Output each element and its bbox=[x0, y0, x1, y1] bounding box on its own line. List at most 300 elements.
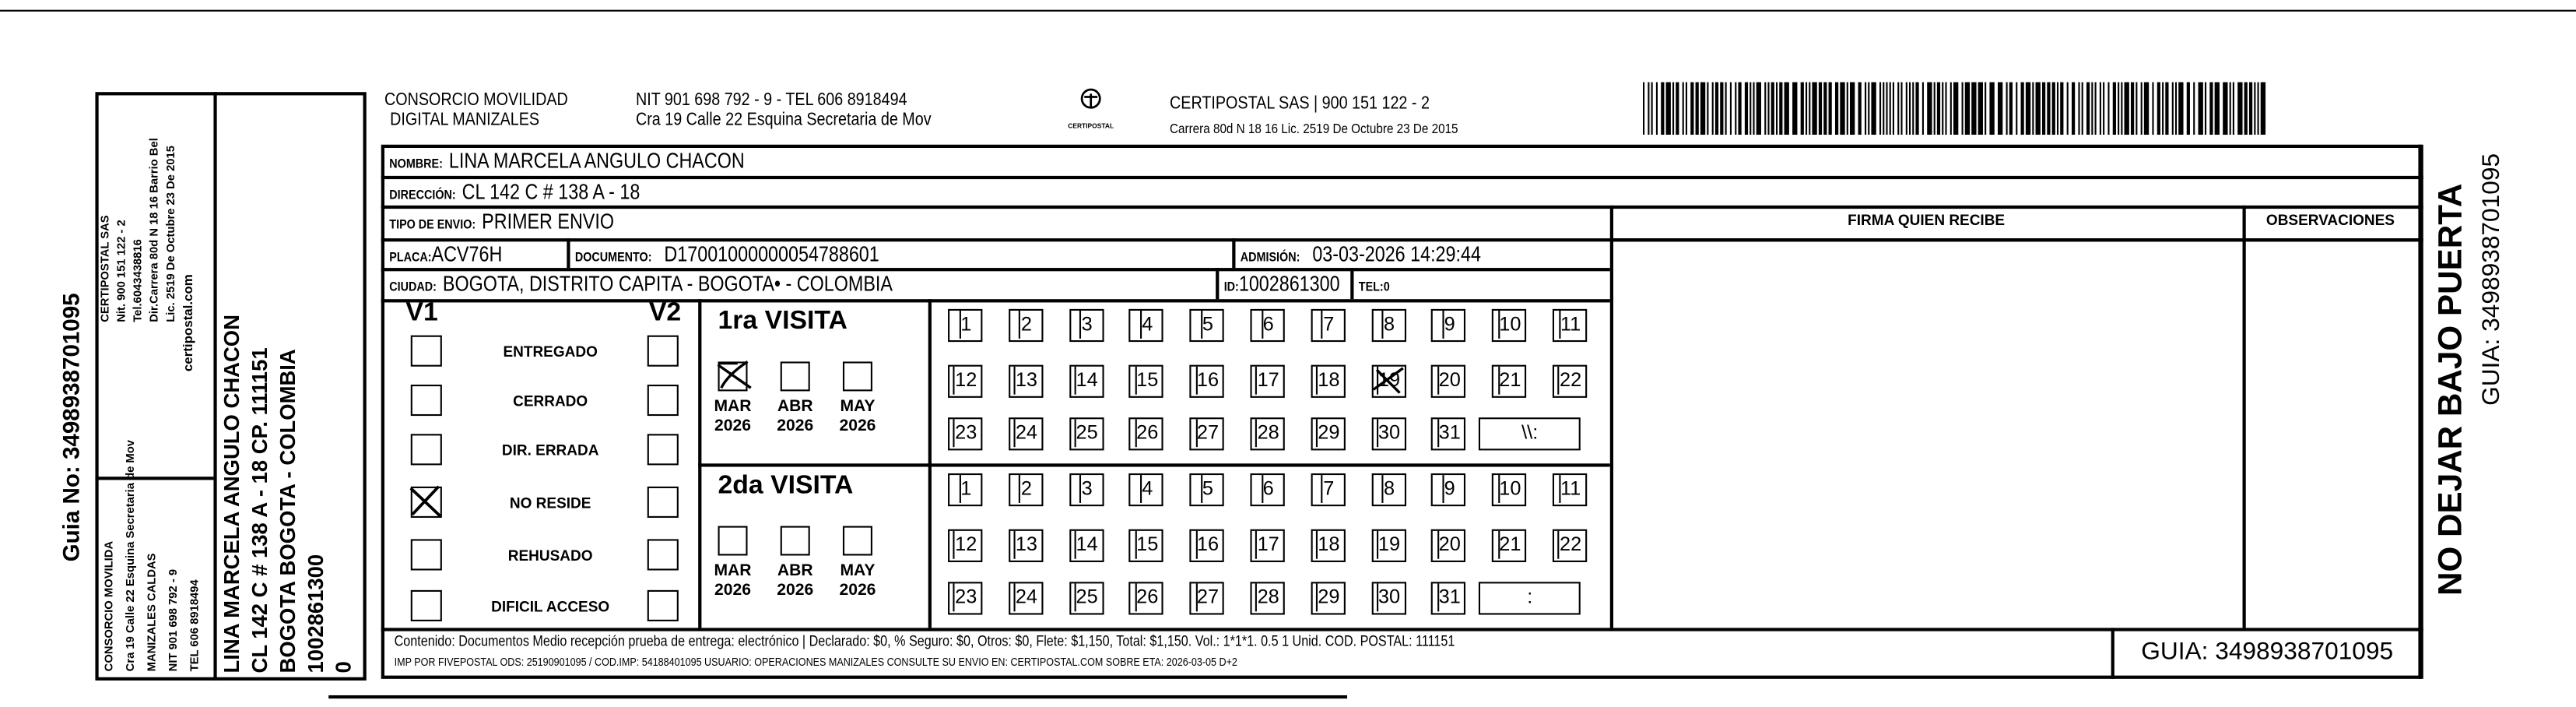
status-option-label: NO RESIDE bbox=[509, 494, 591, 512]
day-number: 5 bbox=[1201, 311, 1213, 339]
text-line: CERTIPOSTAL SAS | 900 151 122 - 2 bbox=[1170, 93, 1430, 114]
day-number: 24 bbox=[1014, 419, 1037, 447]
day-number: 30 bbox=[1377, 419, 1400, 447]
visit-label: 2da VISITA bbox=[718, 471, 854, 500]
barcode-bar bbox=[1945, 83, 1946, 135]
barcode-bar bbox=[1886, 83, 1887, 135]
barcode-bar bbox=[1715, 83, 1718, 135]
day-box[interactable] bbox=[1009, 529, 1043, 562]
direccion-field bbox=[384, 178, 1600, 206]
day-box[interactable] bbox=[1009, 309, 1043, 342]
day-number: 29 bbox=[1316, 583, 1339, 611]
day-box[interactable] bbox=[1371, 529, 1406, 562]
day-box[interactable] bbox=[948, 582, 982, 614]
day-box[interactable] bbox=[1311, 582, 1345, 614]
side-guia: GUIA: 3498938701095 bbox=[2477, 153, 2506, 406]
barcode-bar bbox=[1735, 83, 1736, 135]
status-option-label: DIR. ERRADA bbox=[501, 441, 599, 459]
barcode-bar bbox=[1962, 83, 1964, 135]
year-label: 2026 bbox=[777, 582, 814, 600]
day-number: 13 bbox=[1014, 367, 1037, 395]
barcode-bar bbox=[1829, 83, 1832, 135]
day-number: 6 bbox=[1262, 475, 1274, 503]
barcode-bar bbox=[1792, 83, 1797, 135]
year-label: 2026 bbox=[714, 582, 751, 600]
barcode-bar bbox=[2205, 83, 2206, 135]
barcode-bar bbox=[1661, 83, 1664, 135]
day-box[interactable] bbox=[1129, 473, 1163, 506]
barcode-bar bbox=[1651, 83, 1653, 135]
day-number: 31 bbox=[1437, 419, 1460, 447]
month-label: MAR bbox=[714, 397, 752, 417]
barcode-bar bbox=[2152, 83, 2153, 135]
barcode-bar bbox=[2091, 83, 2093, 135]
barcode-bar bbox=[1764, 83, 1766, 135]
day-box[interactable] bbox=[1129, 309, 1163, 342]
barcode-bar bbox=[2100, 83, 2101, 135]
tipo-envio-field bbox=[384, 207, 1600, 238]
barcode-bar bbox=[2026, 83, 2030, 135]
day-box[interactable] bbox=[1069, 309, 1103, 342]
day-box[interactable] bbox=[948, 417, 982, 450]
day-box[interactable] bbox=[1371, 417, 1406, 450]
barcode-bar bbox=[1823, 83, 1827, 135]
day-number: 27 bbox=[1195, 583, 1219, 611]
day-box[interactable] bbox=[948, 309, 982, 342]
barcode-bar bbox=[2060, 83, 2063, 135]
barcode-bar bbox=[1868, 83, 1869, 135]
firma-header: FIRMA QUIEN RECIBE bbox=[1848, 212, 2006, 229]
day-box[interactable] bbox=[1492, 529, 1526, 562]
day-box[interactable] bbox=[1069, 529, 1103, 562]
text-line: NIT 901 698 792 - 9 - TEL 606 8918494 bbox=[635, 90, 907, 111]
day-box[interactable] bbox=[1492, 365, 1526, 398]
barcode-bar bbox=[2006, 83, 2008, 135]
day-number: 12 bbox=[953, 367, 977, 395]
documento-field bbox=[570, 240, 1227, 268]
visit-label: 1ra VISITA bbox=[718, 307, 848, 336]
day-number: 8 bbox=[1382, 475, 1395, 503]
day-box[interactable] bbox=[1432, 309, 1466, 342]
v2-checkbox[interactable] bbox=[648, 336, 679, 367]
month-checkbox[interactable] bbox=[718, 361, 748, 391]
barcode-bar bbox=[1922, 83, 1924, 135]
tel-field bbox=[1353, 269, 1600, 299]
carrier-info bbox=[1170, 90, 1509, 139]
barcode-bar bbox=[2042, 83, 2045, 135]
barcode-bar bbox=[1738, 83, 1741, 135]
barcode-bar bbox=[2199, 83, 2203, 135]
imp-text bbox=[395, 657, 1386, 669]
divider bbox=[381, 299, 1610, 302]
day-number: 28 bbox=[1255, 419, 1279, 447]
day-number: 16 bbox=[1195, 531, 1219, 559]
day-number: 10 bbox=[1497, 311, 1521, 339]
day-box[interactable] bbox=[1311, 417, 1345, 450]
day-number: 9 bbox=[1443, 311, 1455, 339]
v2-checkbox[interactable] bbox=[648, 385, 679, 416]
barcode-bar bbox=[1712, 83, 1714, 135]
barcode-bar bbox=[1858, 83, 1862, 135]
text-line: 0 bbox=[331, 661, 356, 674]
day-box[interactable] bbox=[1553, 529, 1587, 562]
barcode-bar bbox=[2215, 83, 2220, 135]
barcode-bar bbox=[1871, 83, 1876, 135]
barcode-bar bbox=[1666, 83, 1671, 135]
day-number: 13 bbox=[1014, 531, 1037, 559]
barcode-bar bbox=[1847, 83, 1848, 135]
day-number: 16 bbox=[1195, 367, 1219, 395]
day-box[interactable] bbox=[1553, 473, 1587, 506]
day-box[interactable] bbox=[1492, 309, 1526, 342]
barcode-bar bbox=[2178, 83, 2183, 135]
day-box[interactable] bbox=[1190, 582, 1224, 614]
text-line: Cra 19 Calle 22 Esquina Secretaria de Mov bbox=[125, 439, 138, 672]
barcode-bar bbox=[1840, 83, 1844, 135]
text-line: Nit. 900 151 122 - 2 bbox=[116, 220, 128, 322]
month-label: ABR bbox=[777, 397, 813, 417]
day-number: 19 bbox=[1377, 367, 1400, 395]
barcode-bar bbox=[1942, 83, 1943, 135]
admision-field bbox=[1235, 240, 1609, 268]
text-line: CERTIPOSTAL SAS bbox=[100, 215, 112, 322]
stub-sender-info bbox=[96, 439, 214, 678]
barcode-bar bbox=[2187, 83, 2190, 135]
month-label: ABR bbox=[777, 561, 813, 581]
barcode-bar bbox=[1672, 83, 1674, 135]
day-number: 5 bbox=[1201, 475, 1213, 503]
barcode-bar bbox=[2009, 83, 2013, 135]
barcode-bar bbox=[2233, 83, 2234, 135]
barcode-bar bbox=[2249, 83, 2252, 135]
barcode-bar bbox=[2021, 83, 2024, 135]
footer-guia: GUIA: 3498938701095 bbox=[2141, 638, 2394, 666]
barcode-bar bbox=[2113, 83, 2116, 135]
day-box[interactable] bbox=[1250, 417, 1284, 450]
barcode-bar bbox=[1927, 83, 1932, 135]
barcode-bar bbox=[2067, 83, 2069, 135]
month-checkbox[interactable] bbox=[781, 526, 810, 556]
day-number: 23 bbox=[953, 583, 977, 611]
field-value: D17001000000054788601 bbox=[664, 241, 879, 266]
sender-name bbox=[384, 90, 600, 130]
text-line: CL 142 C # 138 A - 18 CP. 111151 bbox=[247, 347, 272, 674]
month-checkbox[interactable] bbox=[718, 526, 748, 556]
day-box[interactable] bbox=[1371, 365, 1406, 398]
barcode-bar bbox=[2175, 83, 2177, 135]
month-checkbox[interactable] bbox=[843, 361, 872, 391]
day-box[interactable] bbox=[1069, 473, 1103, 506]
barcode-bar bbox=[1745, 83, 1748, 135]
barcode-bar bbox=[1971, 83, 1976, 135]
day-number: 8 bbox=[1382, 311, 1395, 339]
status-option-label: ENTREGADO bbox=[503, 343, 598, 361]
v1-header: V1 bbox=[405, 299, 438, 328]
barcode-bar bbox=[1950, 83, 1952, 135]
day-box[interactable] bbox=[1492, 473, 1526, 506]
side-warning: NO DEJAR BAJO PUERTA bbox=[2433, 183, 2469, 596]
field-value: 03-03-2026 14:29:44 bbox=[1312, 241, 1481, 266]
v1-checkbox[interactable] bbox=[411, 590, 442, 621]
barcode-bar bbox=[2165, 83, 2168, 135]
day-box[interactable] bbox=[1311, 473, 1345, 506]
divider bbox=[381, 628, 2423, 631]
barcode-bar bbox=[2103, 83, 2104, 135]
barcode-bar bbox=[1915, 83, 1918, 135]
barcode-bar bbox=[1809, 83, 1810, 135]
year-label: 2026 bbox=[839, 417, 876, 436]
logo-icon bbox=[1079, 87, 1103, 114]
day-box[interactable] bbox=[1250, 582, 1284, 614]
observaciones-area[interactable] bbox=[2246, 241, 2417, 626]
month-label: MAR bbox=[714, 561, 752, 581]
barcode-bar bbox=[1779, 83, 1782, 135]
field-label: ADMISIÓN: bbox=[1240, 249, 1300, 265]
barcode-bar bbox=[2261, 83, 2265, 135]
placa-field bbox=[384, 240, 565, 268]
day-number: 4 bbox=[1140, 475, 1153, 503]
stub-recipient-info bbox=[214, 93, 365, 680]
day-box[interactable] bbox=[1553, 365, 1587, 398]
sender-info bbox=[636, 90, 984, 130]
day-box[interactable] bbox=[1250, 529, 1284, 562]
status-option-label: CERRADO bbox=[513, 392, 588, 410]
barcode-bar bbox=[1890, 83, 1891, 135]
day-box[interactable] bbox=[1190, 365, 1224, 398]
day-box[interactable] bbox=[1009, 473, 1043, 506]
day-box[interactable] bbox=[1311, 529, 1345, 562]
day-box[interactable] bbox=[1069, 417, 1103, 450]
day-box[interactable] bbox=[1432, 473, 1466, 506]
field-label: NOMBRE: bbox=[389, 156, 443, 171]
day-number: 1 bbox=[959, 475, 971, 503]
barcode-bar bbox=[1656, 83, 1658, 135]
barcode-bar bbox=[2254, 83, 2255, 135]
barcode-bar bbox=[2082, 83, 2083, 135]
barcode-bar bbox=[2172, 83, 2174, 135]
day-box[interactable] bbox=[1190, 529, 1224, 562]
time-box[interactable]: \\: bbox=[1479, 417, 1581, 450]
text-line: NIT 901 698 792 - 9 bbox=[168, 568, 181, 672]
field-label: TEL: bbox=[1358, 279, 1384, 294]
text-line: Tel.6043438816 bbox=[132, 239, 145, 322]
barcode-bar bbox=[2209, 83, 2213, 135]
day-number: 20 bbox=[1437, 367, 1460, 395]
text-line: TEL 606 8918494 bbox=[189, 579, 202, 672]
barcode-bar bbox=[1865, 83, 1866, 135]
text-line: IMP POR FIVEPOSTAL ODS: 25190901095 / COD.IMP: 54188401095 USUARIO: OPERACIONES MANIZALES CONSULTE SU ENVIO EN: CERTIPOSTAL.COM SOBRE ETA: 2026-03-05 D+2 bbox=[394, 657, 1237, 670]
barcode-bar bbox=[1879, 83, 1881, 135]
day-box[interactable] bbox=[1432, 582, 1466, 614]
v2-checkbox[interactable] bbox=[648, 434, 679, 465]
barcode-bar bbox=[2125, 83, 2129, 135]
signature-area[interactable] bbox=[1613, 241, 2239, 626]
v1-checkbox[interactable] bbox=[411, 385, 442, 416]
barcode-bar bbox=[2141, 83, 2143, 135]
v1-checkbox[interactable] bbox=[411, 434, 442, 465]
text-line: Dir.Carrera 80d N 18 16 Barrio Bel bbox=[149, 138, 161, 322]
text-line: BOGOTA BOGOTA - COLOMBIA bbox=[275, 349, 300, 674]
barcode-bar bbox=[2258, 83, 2259, 135]
barcode-bar bbox=[2131, 83, 2134, 135]
day-box[interactable] bbox=[1190, 417, 1224, 450]
day-number: 15 bbox=[1135, 531, 1158, 559]
day-number: 9 bbox=[1443, 475, 1455, 503]
barcode-bar bbox=[2057, 83, 2058, 135]
day-number: 24 bbox=[1014, 583, 1037, 611]
barcode-bar bbox=[1934, 83, 1936, 135]
barcode-bar bbox=[2036, 83, 2041, 135]
month-label: MAY bbox=[840, 397, 876, 417]
day-number: 14 bbox=[1074, 531, 1097, 559]
day-number: 18 bbox=[1316, 531, 1339, 559]
day-box[interactable] bbox=[1190, 473, 1224, 506]
day-number: 1 bbox=[959, 311, 971, 339]
day-number: 14 bbox=[1074, 367, 1097, 395]
field-value: CL 142 C # 138 A - 18 bbox=[462, 179, 640, 204]
day-box[interactable] bbox=[1129, 529, 1163, 562]
v1-checkbox[interactable] bbox=[411, 487, 442, 518]
v1-checkbox[interactable] bbox=[411, 539, 442, 570]
day-box[interactable] bbox=[1190, 309, 1224, 342]
text-line: Carrera 80d N 18 16 Lic. 2519 De Octubre 23 De 2015 bbox=[1170, 120, 1458, 137]
barcode-bar bbox=[2095, 83, 2097, 135]
day-box[interactable] bbox=[948, 473, 982, 506]
day-number: 26 bbox=[1135, 583, 1158, 611]
day-box[interactable] bbox=[1069, 365, 1103, 398]
barcode bbox=[1643, 83, 2267, 135]
time-box[interactable]: : bbox=[1479, 582, 1581, 614]
month-checkbox[interactable] bbox=[843, 526, 872, 556]
barcode-bar bbox=[2032, 83, 2034, 135]
day-box[interactable] bbox=[948, 529, 982, 562]
text-line: Contenido: Documentos Medio recepción prueba de entrega: electrónico | Declarado: $0, % Seguro: $0, Otros: $0, Flete: $1,150, Total: $1,150. Vol.: 1*1*1. 0.5 1 Unid. COD. POSTAL: 111151 bbox=[394, 632, 1455, 649]
day-number: 18 bbox=[1316, 367, 1339, 395]
barcode-bar bbox=[1686, 83, 1687, 135]
barcode-bar bbox=[1725, 83, 1727, 135]
stub-carrier-info bbox=[95, 92, 213, 477]
day-box[interactable] bbox=[1009, 417, 1043, 450]
day-number: 6 bbox=[1262, 311, 1274, 339]
day-number: 3 bbox=[1079, 475, 1092, 503]
field-value: 1002861300 bbox=[1238, 271, 1340, 296]
day-box[interactable] bbox=[1129, 417, 1163, 450]
barcode-bar bbox=[1720, 83, 1723, 135]
barcode-bar bbox=[1835, 83, 1838, 135]
field-label: ID: bbox=[1223, 279, 1239, 294]
day-number: 4 bbox=[1140, 311, 1153, 339]
day-box[interactable] bbox=[1250, 365, 1284, 398]
field-label: TIPO DE ENVIO: bbox=[389, 216, 476, 232]
day-number: 3 bbox=[1079, 311, 1092, 339]
day-box[interactable] bbox=[1311, 309, 1345, 342]
day-number: 21 bbox=[1497, 531, 1521, 559]
day-number: 22 bbox=[1558, 367, 1581, 395]
v1-checkbox[interactable] bbox=[411, 336, 442, 367]
day-box[interactable] bbox=[1129, 365, 1163, 398]
barcode-bar bbox=[2230, 83, 2231, 135]
website-text: certipostal.com bbox=[181, 274, 196, 372]
barcode-bar bbox=[1900, 83, 1902, 135]
day-number: 17 bbox=[1255, 367, 1279, 395]
day-box[interactable] bbox=[1553, 309, 1587, 342]
field-value: ACV76H bbox=[431, 241, 503, 266]
contenido-text bbox=[395, 633, 1642, 649]
day-box[interactable] bbox=[1371, 473, 1406, 506]
barcode-bar bbox=[1696, 83, 1699, 135]
barcode-bar bbox=[1906, 83, 1907, 135]
text-line: DIGITAL MANIZALES bbox=[390, 110, 540, 130]
day-box[interactable] bbox=[1250, 309, 1284, 342]
day-box[interactable] bbox=[1069, 582, 1103, 614]
day-box[interactable] bbox=[1432, 365, 1466, 398]
day-number: 10 bbox=[1497, 475, 1521, 503]
text-line: CONSORCIO MOVILIDAD bbox=[384, 90, 568, 111]
barcode-bar bbox=[1700, 83, 1705, 135]
barcode-bar bbox=[1683, 83, 1684, 135]
divider bbox=[698, 463, 1610, 466]
observaciones-header: OBSERVACIONES bbox=[2265, 212, 2395, 229]
day-box[interactable] bbox=[1009, 365, 1043, 398]
day-number: 17 bbox=[1255, 531, 1279, 559]
field-label: CIUDAD: bbox=[389, 279, 437, 294]
day-number: 11 bbox=[1559, 475, 1581, 503]
day-box[interactable] bbox=[1129, 582, 1163, 614]
barcode-bar bbox=[1850, 83, 1855, 135]
barcode-bar bbox=[1707, 83, 1708, 135]
month-checkbox[interactable] bbox=[781, 361, 810, 391]
day-number: 21 bbox=[1497, 367, 1521, 395]
text-line: Cra 19 Calle 22 Esquina Secretaria de Mov bbox=[635, 110, 932, 130]
barcode-bar bbox=[1801, 83, 1804, 135]
day-box[interactable] bbox=[1432, 417, 1466, 450]
v2-checkbox[interactable] bbox=[648, 590, 679, 621]
barcode-bar bbox=[2047, 83, 2050, 135]
barcode-bar bbox=[2052, 83, 2055, 135]
day-box[interactable] bbox=[1432, 529, 1466, 562]
barcode-bar bbox=[2162, 83, 2164, 135]
day-box[interactable] bbox=[948, 365, 982, 398]
divider bbox=[2418, 145, 2421, 679]
day-number: 23 bbox=[953, 419, 977, 447]
day-box[interactable] bbox=[1371, 309, 1406, 342]
text-line: Lic. 2519 De Octubre 23 De 2015 bbox=[166, 146, 177, 322]
barcode-bar bbox=[2144, 83, 2149, 135]
barcode-bar bbox=[1771, 83, 1774, 135]
status-option-label: REHUSADO bbox=[507, 547, 593, 565]
barcode-bar bbox=[1819, 83, 1822, 135]
barcode-bar bbox=[1690, 83, 1693, 135]
id-field bbox=[1219, 269, 1350, 299]
day-box[interactable] bbox=[1250, 473, 1284, 506]
stub-guia-number: Guia No: 3498938701095 bbox=[57, 293, 84, 562]
day-box[interactable] bbox=[1311, 365, 1345, 398]
day-number: 28 bbox=[1255, 583, 1279, 611]
field-label: PLACA: bbox=[389, 249, 432, 265]
v2-checkbox[interactable] bbox=[648, 487, 679, 518]
day-number: 29 bbox=[1316, 419, 1339, 447]
v2-checkbox[interactable] bbox=[648, 539, 679, 570]
barcode-bar bbox=[1753, 83, 1754, 135]
day-box[interactable] bbox=[1009, 582, 1043, 614]
barcode-bar bbox=[1643, 83, 1644, 135]
day-box[interactable] bbox=[1371, 582, 1406, 614]
barcode-bar bbox=[1965, 83, 1970, 135]
field-value: PRIMER ENVIO bbox=[482, 209, 614, 234]
barcode-bar bbox=[1912, 83, 1914, 135]
barcode-bar bbox=[2244, 83, 2248, 135]
day-number: 2 bbox=[1020, 311, 1032, 339]
